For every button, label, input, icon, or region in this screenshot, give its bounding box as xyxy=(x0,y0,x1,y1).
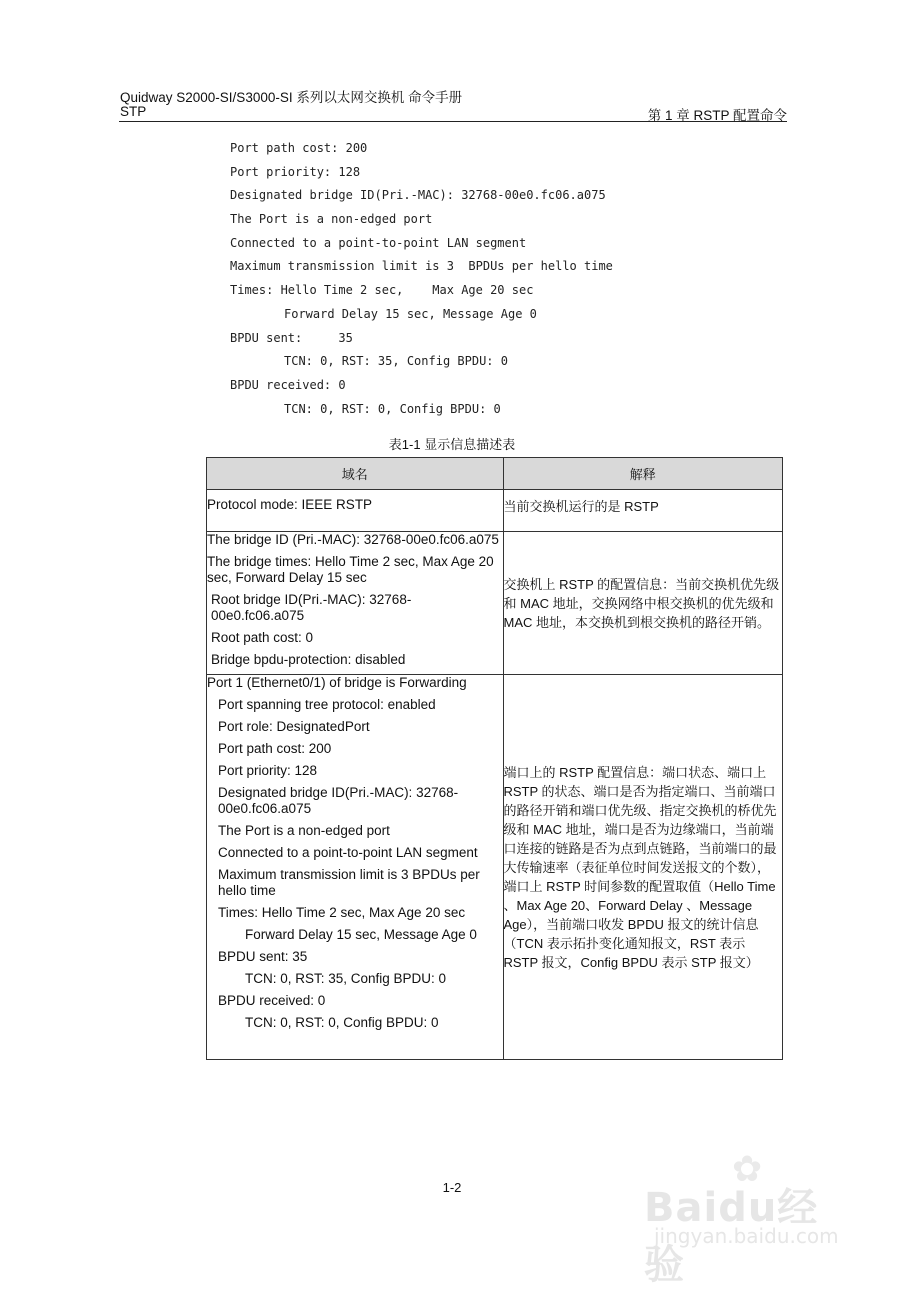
code-line: BPDU received: 0 xyxy=(230,377,346,392)
code-line: Designated bridge ID(Pri.-MAC): 32768-00e0.fc06.a075 xyxy=(230,188,606,203)
description-cell: 交换机上 RSTP 的配置信息：当前交换机优先级和 MAC 地址，交换网络中根交换机的优先级和 MAC 地址，本交换机到根交换机的路径开销。 xyxy=(503,532,783,675)
header-chapter: 第 1 章 RSTP 配置命令 xyxy=(647,108,787,123)
field-line: Port spanning tree protocol: enabled xyxy=(218,697,436,712)
table-row xyxy=(207,490,783,532)
code-line: Times: Hello Time 2 sec, Max Age 20 sec xyxy=(230,283,534,298)
header-title: Quidway S2000-SI/S3000-SI 系列以太网交换机 命令手册 xyxy=(120,90,463,105)
table-row xyxy=(207,675,783,1060)
field-line: Root bridge ID(Pri.-MAC): 32768-00e0.fc06.a075 xyxy=(211,592,412,623)
code-line: TCN: 0, RST: 35, Config BPDU: 0 xyxy=(284,354,508,369)
code-block xyxy=(230,139,613,423)
code-line: TCN: 0, RST: 0, Config BPDU: 0 xyxy=(284,401,501,416)
field-line: Root path cost: 0 xyxy=(211,630,314,645)
field-cell xyxy=(207,675,504,1060)
table-row xyxy=(207,532,783,675)
field-line: BPDU sent: 35 xyxy=(218,949,308,964)
watermark-url: jingyan.baidu.com xyxy=(654,1224,839,1248)
code-line: Maximum transmission limit is 3 BPDUs per hello time xyxy=(230,259,613,274)
column-header-field: 域名 xyxy=(207,458,504,490)
code-line: Port priority: 128 xyxy=(230,164,361,179)
field-line: Port priority: 128 xyxy=(218,763,318,778)
header-section: STP xyxy=(120,104,147,119)
field-line: Forward Delay 15 sec, Message Age 0 xyxy=(245,927,477,942)
field-line: The bridge times: Hello Time 2 sec, Max Age 20 sec, Forward Delay 15 sec xyxy=(207,554,494,585)
code-line: Port path cost: 200 xyxy=(230,141,368,155)
field-line: Protocol mode: IEEE RSTP xyxy=(207,497,373,512)
code-line: Connected to a point-to-point LAN segment xyxy=(230,235,527,250)
page-number: 1-2 xyxy=(442,1180,462,1195)
field-line: Port 1 (Ethernet0/1) of bridge is Forwarding xyxy=(207,675,467,690)
field-line: The bridge ID (Pri.-MAC): 32768-00e0.fc06.a075 xyxy=(207,532,499,547)
watermark-logo: Baidu经验 xyxy=(644,1185,819,1288)
header-rule xyxy=(119,121,787,122)
field-line: TCN: 0, RST: 35, Config BPDU: 0 xyxy=(245,971,447,986)
field-line: Maximum transmission limit is 3 BPDUs per hello time xyxy=(218,867,480,898)
field-line: Port role: DesignatedPort xyxy=(218,719,370,734)
field-line: BPDU received: 0 xyxy=(218,993,326,1008)
field-line: Bridge bpdu-protection: disabled xyxy=(211,652,406,667)
field-line: Connected to a point-to-point LAN segment xyxy=(218,845,478,860)
description-cell: 当前交换机运行的是 RSTP xyxy=(503,490,783,532)
field-line: TCN: 0, RST: 0, Config BPDU: 0 xyxy=(245,1015,439,1030)
description-cell: 端口上的 RSTP 配置信息：端口状态、端口上 RSTP 的状态、端口是否为指定端口、当前端口的路径开销和端口优先级、指定交换机的桥优先级和 MAC 地址，端口是否为边缘端口，当前端口连接的链路是否为点到点链路，当前端口的最大传输速率（表征单位时间发送报文的个数），端口上 RSTP 时间参数的配置取值（Hello Time 、Max Age 20、Forward Delay 、Message Age），当前端口收发 BPDU 报文的统计信息（TCN 表示拓扑变化通知报文，RST 表示 RSTP 报文，Config BPDU 表示 STP 报文） xyxy=(503,675,783,1060)
field-cell xyxy=(207,490,504,532)
column-header-explanation: 解释 xyxy=(503,458,783,490)
baidu-watermark xyxy=(640,1148,850,1288)
field-cell xyxy=(207,532,504,675)
field-line: The Port is a non-edged port xyxy=(218,823,390,838)
table-header-row xyxy=(207,458,783,490)
paw-icon: ✿ xyxy=(732,1148,763,1189)
code-line: The Port is a non-edged port xyxy=(230,212,433,227)
description-table xyxy=(206,457,783,1060)
table-caption: 表1-1 显示信息描述表 xyxy=(388,437,516,452)
field-line: Port path cost: 200 xyxy=(218,741,332,756)
field-line: Designated bridge ID(Pri.-MAC): 32768-00e0.fc06.a075 xyxy=(218,785,459,816)
code-line: BPDU sent: 35 xyxy=(230,330,353,345)
field-line: Times: Hello Time 2 sec, Max Age 20 sec xyxy=(218,905,466,920)
code-line: Forward Delay 15 sec, Message Age 0 xyxy=(284,306,537,321)
